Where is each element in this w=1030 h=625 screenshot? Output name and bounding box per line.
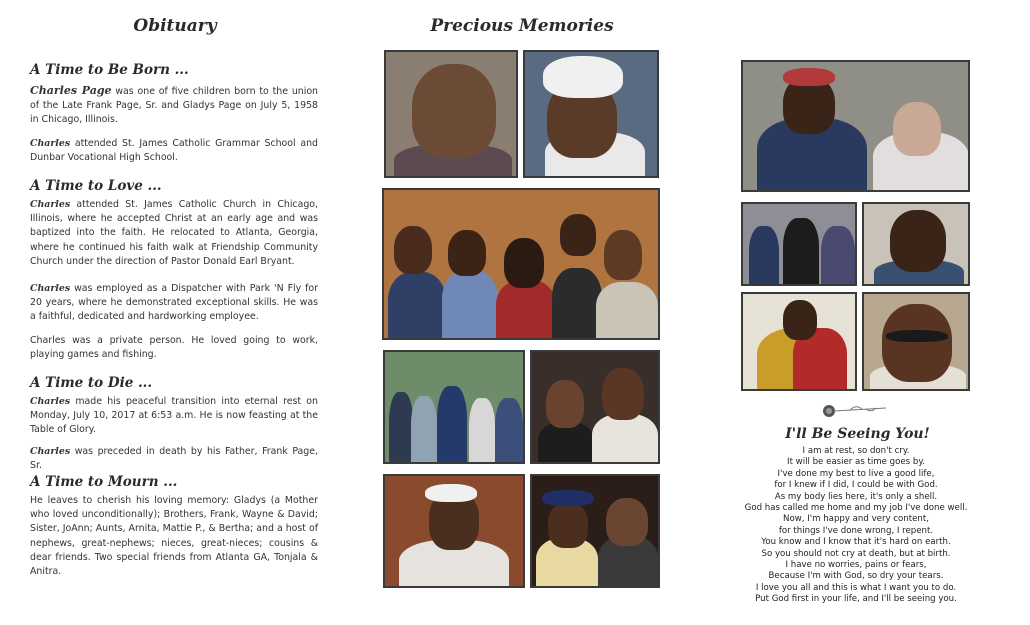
born-paragraph-1 (30, 84, 318, 128)
paragraph-text: attended St. James Catholic Grammar School and Dunbar Vocational High School. (30, 138, 318, 164)
paragraph-lead: Charles (30, 446, 71, 457)
paragraph-text: made his peaceful transition into eternal rest on Monday, July 10, 2017 at 6:53 a.m. He is now feasting at the Table of Glory. (30, 396, 318, 436)
paragraph-text: was employed as a Dispatcher with Park 'N Fly for 20 years, where he demonstrated exceptional skills. He was a faithful, dedicated and hardworking employee. (30, 283, 318, 323)
heading-time-to-love: A Time to Love ... (30, 178, 162, 194)
paragraph-lead: Charles (30, 199, 71, 210)
die-paragraph-2 (30, 445, 318, 473)
poem-line: So you should not cry at death, but at birth. (761, 548, 951, 559)
memories-title: Precious Memories (430, 16, 614, 36)
photo-two-young-women (530, 350, 660, 464)
photo-man-colorful-jacket (741, 292, 857, 391)
mourn-paragraph-1 (30, 494, 318, 579)
poem-body (740, 446, 972, 606)
obituary-title: Obituary (133, 16, 217, 36)
photo-man-portrait (862, 202, 970, 286)
poem-line: Put God first in your life, and I'll be seeing you. (755, 594, 957, 605)
born-paragraph-2 (30, 137, 318, 165)
love-paragraph-1 (30, 198, 318, 269)
poem-title: I'll Be Seeing You! (785, 426, 930, 442)
poem-line: I love you all and this is what I want you to do. (755, 582, 957, 593)
poem-line: You know and I know that it's hard on earth. (761, 537, 951, 548)
poem-line: As my body lies here, it's only a shell. (774, 491, 938, 502)
photo-man-brick-wall (383, 474, 525, 588)
poem-line: for I knew if I did, I could be with God. (774, 480, 938, 491)
photo-graduation (530, 474, 660, 588)
poem-line: It will be easier as time goes by. (787, 457, 925, 468)
photo-man-red-cap-street (741, 60, 970, 192)
photo-three-men-standing (741, 202, 857, 286)
photo-elderly-woman-closeup (384, 50, 518, 178)
obituary-column (30, 0, 320, 625)
paragraph-lead: Charles (30, 138, 71, 149)
photo-man-sunglasses (862, 292, 970, 391)
paragraph-lead: Charles Page (30, 84, 112, 97)
love-paragraph-2 (30, 282, 318, 325)
die-paragraph-1 (30, 395, 318, 438)
paragraph-text: attended St. James Catholic Church in Chicago, Illinois, where he accepted Christ at an early age and was baptized into the faith. He relocated to Atlanta, Georgia, where he continued his faith walk at Friendship Community Church under the direction of Pastor Donald Earl Bryant. (30, 199, 318, 267)
heading-time-to-mourn: A Time to Mourn ... (30, 474, 178, 490)
paragraph-text: was preceded in death by his Father, Frank Page, Sr. (30, 446, 318, 472)
rose-ornament-icon (820, 402, 890, 420)
paragraph-text: was one of five children born to the union of the Late Frank Page, Sr. and Gladys Page on July 5, 1958 in Chicago, Illinois. (30, 86, 318, 126)
heading-time-to-be-born: A Time to Be Born ... (30, 62, 189, 78)
paragraph-text: Charles was a private person. He loved going to work, playing games and fishing. (30, 335, 318, 361)
poem-line: I am at rest, so don't cry. (802, 446, 910, 456)
poem-line: I have no worries, pains or fears, (785, 560, 927, 571)
poem-line: I've done my best to live a good life, (777, 468, 935, 479)
love-paragraph-3 (30, 334, 318, 362)
poem-line: God has called me home and my job I've done well. (744, 503, 968, 514)
photo-family-group (382, 188, 660, 340)
poem-line: Now, I'm happy and very content, (783, 514, 929, 525)
photo-men-outdoors (383, 350, 525, 464)
photo-woman-white-hat (523, 50, 659, 178)
paragraph-text: He leaves to cherish his loving memory: Gladys (a Mother who loved unconditionally); Brothers, Frank, Wayne & David; Sister, JoAnn; Aunts, Arnita, Mattie P., & Bertha; and a host of nephews, great-nephews; nieces, great-nieces; cousins & dear friends. Two special friends from Atlanta GA, Tonjala & Anitra. (30, 495, 318, 578)
poem-line: Because I'm with God, so dry your tears. (768, 571, 944, 582)
paragraph-lead: Charles (30, 396, 71, 407)
heading-time-to-die: A Time to Die ... (30, 375, 153, 391)
paragraph-lead: Charles (30, 283, 71, 294)
poem-line: for things I've done wrong, I repent. (778, 525, 934, 536)
